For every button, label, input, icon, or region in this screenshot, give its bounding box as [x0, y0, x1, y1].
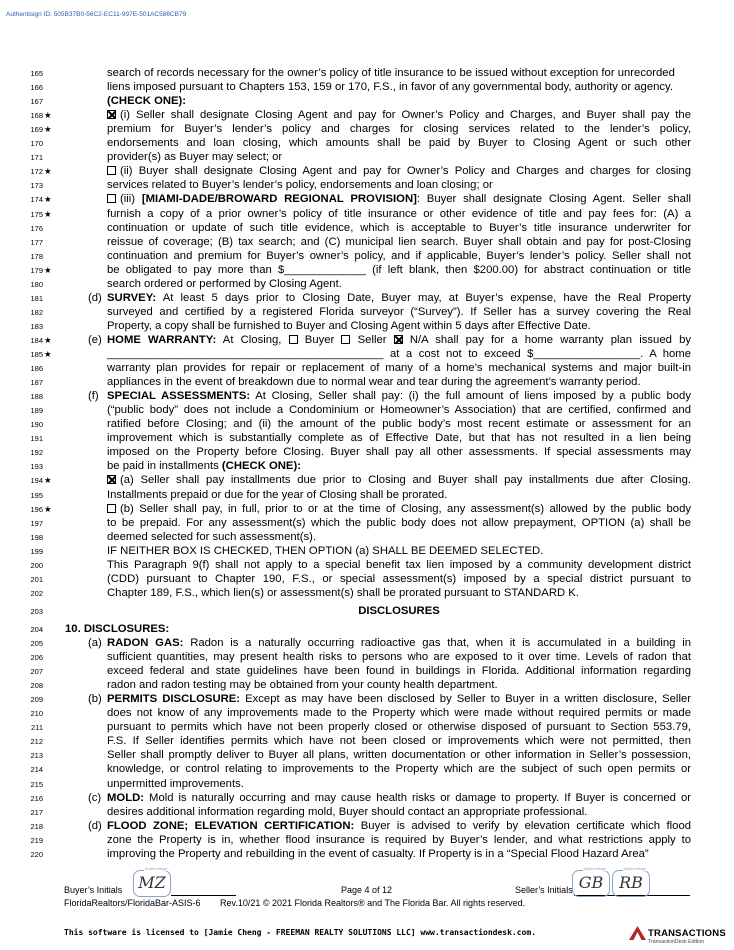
seller-initials-text-2: RB — [619, 873, 643, 892]
text-run: ratified before Closing; and (ii) the amount of the public body’s most recent estimate or assessment for an — [107, 418, 691, 431]
text-run: (ii) Buyer shall designate Closing Agent and pay for Owner’s Policy and Charges and charges for closing — [120, 165, 691, 178]
line-number: 205 — [30, 639, 43, 648]
line-number: 172 — [30, 167, 43, 177]
line-text — [107, 664, 691, 678]
doc-line-195 — [0, 488, 734, 502]
buyer-initials-label: Buyer’s Initials — [64, 885, 123, 895]
doc-line-168 — [0, 108, 734, 122]
text-run: provider(s) as Buyer may select; or — [107, 151, 283, 164]
doc-line-181 — [0, 291, 734, 305]
bold-heading: MOLD: — [107, 791, 145, 804]
line-text — [107, 791, 691, 805]
copyright: Rev.10/21 © 2021 Florida Realtors® and The Florida Bar. All rights reserved. — [220, 898, 526, 908]
doc-line-165 — [0, 66, 734, 80]
text-run: reissue of coverage; (B) tax search; and (C) municipal lien search. Buyer shall obtain and pay for post-Closing — [107, 235, 691, 248]
line-text — [65, 622, 649, 636]
line-text — [107, 178, 691, 192]
doc-line-178 — [0, 249, 734, 263]
line-text — [107, 361, 691, 375]
line-number: 165 — [30, 69, 43, 78]
line-text — [107, 94, 691, 108]
line-number: 192 — [30, 448, 43, 458]
line-number: 180 — [30, 279, 43, 289]
initials-tag: Authentisign — [624, 866, 647, 871]
line-number: 216 — [30, 793, 43, 803]
line-number: 218 — [30, 821, 43, 831]
line-number: 212 — [30, 737, 43, 747]
subsection-label: (b) — [88, 693, 102, 706]
seller-initials-text-1: GB — [578, 873, 604, 892]
line-text — [107, 762, 691, 776]
text-run: search of records necessary for the owner’s policy of title insurance to be issued without exception for unrecorded — [107, 67, 675, 79]
bold-heading: HOME WARRANTY: — [107, 333, 217, 346]
line-text — [107, 833, 691, 847]
text-run: imposed on the Property before Closing. Buyer shall pay all other assessments. If special assessments may — [107, 446, 691, 459]
line-number: 215 — [30, 779, 43, 789]
line-text — [107, 502, 691, 516]
line-text — [107, 720, 691, 734]
checkbox-unchecked[interactable] — [341, 335, 350, 344]
doc-line-185 — [0, 347, 734, 361]
line-number: 201 — [30, 574, 43, 584]
text-run: liens imposed pursuant to Chapters 153, 159 or 170, F.S., in favor of any governmental body, authority or agency. — [107, 81, 674, 94]
doc-line-191 — [0, 431, 734, 445]
text-run: pursuant to permits which have not been properly closed or otherwise disposed of pursuant to Section 553.79, — [107, 721, 691, 734]
doc-line-180 — [0, 277, 734, 291]
text-run: IF NEITHER BOX IS CHECKED, THEN OPTION (a) SHALL BE DEEMED SELECTED. — [107, 544, 544, 557]
text-run: sufficient quantities, may present health risks to persons who are exposed to it over time. Levels of radon that — [107, 651, 691, 664]
text-run: continuation and premium for Buyer’s owner’s policy, and if applicable, Buyer’s lender’s policy. Seller shall not — [107, 249, 691, 262]
text-run: Except as may have been disclosed by Seller to Buyer in a written disclosure, Seller — [240, 693, 691, 706]
line-text — [107, 459, 691, 473]
text-run: 10. DISCLOSURES: — [65, 622, 170, 635]
line-text — [107, 192, 691, 206]
required-star-icon: ★ — [44, 124, 52, 135]
line-text — [107, 389, 691, 403]
doc-line-209 — [0, 692, 734, 706]
text-run: search ordered or performed by Closing Agent. — [107, 277, 342, 290]
line-text — [107, 734, 691, 748]
text-run: be paid in installments — [107, 460, 222, 473]
line-text — [107, 516, 691, 530]
doc-line-217 — [0, 805, 734, 819]
line-text — [107, 819, 691, 833]
line-text — [107, 249, 691, 263]
doc-line-213 — [0, 748, 734, 762]
line-number: 184 — [30, 335, 43, 345]
transactions-logo-icon — [629, 926, 646, 943]
line-number: 186 — [30, 364, 43, 374]
line-text — [107, 692, 691, 706]
line-text — [107, 847, 691, 861]
text-run: deemed selected for such assessment(s). — [107, 530, 317, 543]
text-run: furnish a copy of a prior owner’s policy of title insurance or other evidence of title and pay fees for: (A) a — [107, 207, 691, 220]
line-number: 173 — [30, 181, 43, 191]
doc-line-167 — [0, 94, 734, 108]
line-text — [107, 586, 691, 600]
line-text — [107, 277, 691, 291]
doc-line-166 — [0, 80, 734, 94]
subsection-label: (d) — [88, 819, 102, 832]
text-run: exceed federal and state guidelines have been found in buildings in Florida. Additional information regarding — [107, 665, 691, 678]
line-text — [107, 706, 691, 720]
line-number: 170 — [30, 139, 43, 149]
text-run: F.S. If Seller identifies permits which have not been closed or improvements which were not permitted, then — [107, 735, 691, 748]
doc-line-212 — [0, 734, 734, 748]
line-text — [107, 636, 691, 650]
checkbox-checked[interactable] — [107, 110, 116, 119]
doc-line-170 — [0, 136, 734, 150]
doc-line-188 — [0, 389, 734, 403]
line-text — [107, 347, 691, 361]
doc-line-201 — [0, 572, 734, 586]
text-run: surveyed and certified by a registered Florida surveyor (“Survey”). If Seller has a survey covering the Real — [107, 305, 691, 318]
text-run: warranty plan provides for repair or replacement of many of a home’s mechanical systems and major built-in — [107, 362, 691, 375]
text-run: premium for Buyer’s lender’s policy and charges for closing services related to the lender’s policy, — [107, 123, 691, 136]
bold-heading: SURVEY: — [107, 291, 157, 304]
line-number: 207 — [30, 667, 43, 677]
line-number: 171 — [30, 153, 43, 163]
text-run: This Paragraph 9(f) shall not apply to a special benefit tax lien imposed by a community development district — [107, 558, 691, 571]
subsection-label: (f) — [88, 390, 99, 403]
authentisign-id: Authentisign ID: 505B37B0-56C2-EC11-997E-501AC586CB79 — [6, 11, 187, 18]
doc-line-197 — [0, 516, 734, 530]
line-number: 213 — [30, 751, 43, 761]
line-number: 182 — [30, 307, 43, 317]
line-text — [107, 333, 691, 347]
brand-name: TRANSACTIONS — [648, 928, 726, 939]
bold-heading: PERMITS DISCLOSURE: — [107, 693, 241, 706]
line-number: 187 — [30, 378, 43, 388]
text-run: does not know of any improvements made to the Property which were made without required permits or made — [107, 707, 691, 720]
line-text — [107, 417, 691, 431]
text-run: zone the Property is in, whether flood insurance is required by Buyer’s lender, and what restrictions apply to — [107, 833, 691, 846]
doc-line-174 — [0, 192, 734, 206]
required-star-icon: ★ — [44, 208, 52, 219]
initials-tag: Authentisign — [145, 866, 168, 871]
doc-line-176 — [0, 221, 734, 235]
text-run: services related to Buyer’s lender’s policy, endorsements and loan closing; or — [107, 179, 493, 192]
text-run: (i) Seller shall designate Closing Agent and pay for Owner’s Policy and Charges, and Buyer shall pay the — [120, 109, 691, 122]
text-run: to be prepaid. For any assessment(s) which the public body does not allow prepayment, OPTION (a) shall be — [107, 516, 691, 529]
text-run: knowledge, or control relating to improvements to the Property which are the subject of such open permits or — [107, 763, 691, 776]
doc-line-204 — [0, 622, 734, 636]
doc-line-190 — [0, 417, 734, 431]
line-text — [107, 678, 691, 692]
line-number: 183 — [30, 321, 43, 331]
line-number: 168 — [30, 111, 43, 121]
required-star-icon: ★ — [44, 349, 52, 359]
doc-line-216 — [0, 791, 734, 805]
line-text — [107, 66, 691, 80]
subsection-label: (c) — [88, 791, 102, 804]
initials-tag: Authentisign — [584, 866, 607, 871]
license-notice: This software is licensed to [Jamie Cheng - FREEMAN REALTY SOLUTIONS LLC] www.transactiondesk.com. — [64, 928, 537, 937]
doc-line-187 — [0, 375, 734, 389]
doc-line-210 — [0, 706, 734, 720]
line-text — [107, 80, 691, 94]
doc-line-200 — [0, 558, 734, 572]
text-run: (a) Seller shall pay installments due prior to Closing and Buyer shall pay installments due after Closing. — [120, 474, 691, 487]
doc-line-175 — [0, 207, 734, 221]
seller-initials-signature-2[interactable] — [612, 866, 650, 897]
seller-initials-label: Seller’s Initials — [515, 885, 573, 895]
page-number: Page 4 of 12 — [341, 885, 393, 895]
checkbox-unchecked[interactable] — [107, 166, 116, 175]
line-number: 217 — [30, 807, 43, 817]
line-text — [107, 558, 691, 572]
line-text — [107, 291, 691, 305]
line-text — [107, 375, 691, 389]
buyer-initials-line-2 — [183, 895, 236, 896]
line-number: 166 — [30, 83, 43, 93]
line-text — [107, 530, 691, 544]
doc-line-205 — [0, 636, 734, 650]
text-run: (iii) — [120, 193, 142, 206]
text-run: (CDD) pursuant to Chapter 190, F.S., or special assessment(s) imposed by a special district pursuant to — [107, 572, 691, 585]
doc-line-186 — [0, 361, 734, 375]
text-run: (b) Seller shall pay, in full, prior to or at the time of Closing, any assessment(s) allowed by the public body — [120, 502, 691, 515]
required-star-icon: ★ — [44, 334, 52, 345]
line-number: 181 — [30, 293, 43, 303]
line-number: 214 — [30, 765, 43, 775]
buyer-initials-text: MZ — [138, 873, 166, 892]
line-number: 174 — [30, 195, 43, 205]
text-run: Buyer is advised to verify by elevation certificate which flood — [354, 819, 692, 832]
line-number: 219 — [30, 835, 43, 845]
required-star-icon: ★ — [44, 264, 52, 275]
checkbox-checked[interactable] — [107, 475, 116, 484]
line-number: 220 — [30, 849, 43, 859]
buyer-initials-signature[interactable] — [133, 866, 171, 897]
text-run: improving the Property and rebuilding in the event of casualty. If Property is in a “Special Flood Hazard Area” — [107, 847, 649, 860]
doc-line-219 — [0, 833, 734, 847]
doc-line-196 — [0, 502, 734, 516]
line-number: 177 — [30, 237, 43, 247]
required-star-icon: ★ — [44, 503, 52, 514]
line-text — [107, 136, 691, 150]
required-star-icon: ★ — [44, 166, 52, 177]
line-text — [107, 207, 691, 221]
checkbox-unchecked[interactable] — [289, 335, 298, 344]
line-number: 206 — [30, 653, 43, 663]
text-run: At Closing, Buyer Seller N/A shall pay for a home warranty plan issued by — [216, 333, 691, 346]
text-run: improvement which is substantially complete as of Effective Date, but that has not resulted in a lien being — [107, 432, 691, 445]
line-number: 196 — [30, 504, 43, 514]
doc-line-211 — [0, 720, 734, 734]
line-number: 194 — [30, 476, 43, 486]
line-text — [107, 305, 691, 319]
bold-heading: SPECIAL ASSESSMENTS: — [107, 390, 251, 403]
text-run: Chapter 189, F.S., which lien(s) or assessment(s) shall be prorated pursuant to STANDARD K. — [107, 586, 579, 599]
doc-line-208 — [0, 678, 734, 692]
line-text — [107, 445, 691, 459]
subsection-label: (a) — [88, 637, 102, 649]
line-number: 189 — [30, 406, 43, 416]
form-id: FloridaRealtors/FloridaBar-ASIS-6 — [64, 898, 201, 908]
line-text — [107, 221, 691, 235]
doc-line-189 — [0, 403, 734, 417]
bold-heading: (CHECK ONE): — [221, 460, 301, 473]
line-number: 188 — [30, 392, 43, 402]
line-number: 204 — [30, 624, 43, 634]
line-number: 211 — [31, 723, 43, 733]
line-number: 208 — [30, 681, 43, 691]
text-run: endorsements and loan closing, which amounts shall be paid by Buyer to Closing Agent or such other — [107, 137, 691, 150]
line-text — [107, 777, 691, 791]
doc-line-206 — [0, 650, 734, 664]
text-run: desires additional information regarding mold, Buyer should contact an appropriate professional. — [107, 805, 588, 818]
doc-line-207 — [0, 664, 734, 678]
text-run: Installments prepaid or due for the year of Closing shall be prorated. — [107, 488, 448, 501]
doc-line-220 — [0, 847, 734, 861]
line-number: 191 — [30, 434, 43, 444]
line-number: 169 — [30, 125, 43, 135]
doc-line-179 — [0, 263, 734, 277]
line-number: 200 — [30, 560, 43, 570]
checkbox-unchecked[interactable] — [107, 504, 116, 513]
line-text — [107, 544, 691, 558]
line-number: 203 — [30, 606, 43, 616]
doc-line-193 — [0, 459, 734, 473]
line-text — [107, 748, 691, 762]
text-run: Property, a copy shall be furnished to Buyer and Closing Agent within 5 days after Effective Date. — [107, 319, 591, 332]
doc-line-215 — [0, 777, 734, 791]
text-run: : Buyer shall designate Closing Agent. Seller shall — [416, 193, 691, 206]
line-number: 178 — [30, 251, 43, 261]
doc-line-184 — [0, 333, 734, 347]
line-number: 197 — [30, 518, 43, 528]
line-text — [107, 263, 691, 277]
doc-line-203 — [0, 604, 734, 618]
line-number: 167 — [30, 97, 43, 107]
text-run: continuation or update of such title evidence, which is acceptable to Buyer’s title insurance underwriter for — [107, 221, 691, 234]
line-text — [107, 473, 691, 487]
line-number: 175 — [30, 209, 43, 219]
line-number: 185 — [30, 350, 43, 359]
subsection-label: (d) — [88, 291, 102, 304]
checkbox-checked[interactable] — [394, 335, 403, 344]
text-run: At Closing, Seller shall pay: (i) the full amount of liens imposed by a public body — [250, 390, 691, 403]
doc-line-199 — [0, 544, 734, 558]
doc-line-173 — [0, 178, 734, 192]
line-number: 179 — [30, 265, 43, 275]
line-number: 210 — [30, 709, 43, 719]
text-run: Radon is a naturally occurring radioactive gas that, when it is accumulated in a building in — [183, 637, 691, 649]
line-text — [107, 403, 691, 417]
doc-line-198 — [0, 530, 734, 544]
doc-line-182 — [0, 305, 734, 319]
line-text — [107, 650, 691, 664]
required-star-icon: ★ — [44, 475, 52, 486]
doc-line-169 — [0, 122, 734, 136]
doc-line-172 — [0, 164, 734, 178]
line-text — [107, 431, 691, 445]
doc-line-194 — [0, 473, 734, 487]
line-text — [107, 108, 691, 122]
checkbox-unchecked[interactable] — [107, 194, 116, 203]
bold-heading: FLOOD ZONE; ELEVATION CERTIFICATION: — [107, 819, 355, 832]
text-run: appliances in the event of breakdown due to normal wear and tear during the agreement’s warranty period. — [107, 376, 641, 389]
text-run: (CHECK ONE): — [107, 95, 187, 108]
doc-line-192 — [0, 445, 734, 459]
doc-line-183 — [0, 319, 734, 333]
line-text — [107, 235, 691, 249]
bold-heading: [MIAMI-DADE/BROWARD REGIONAL PROVISION] — [141, 193, 417, 206]
text-run: radon and radon testing may be obtained from your county health department. — [107, 679, 498, 692]
doc-line-218 — [0, 819, 734, 833]
line-number: 209 — [30, 695, 43, 705]
text-run: At least 5 days prior to Closing Date, Buyer may, at Buyer’s expense, have the Real Property — [156, 291, 691, 304]
line-number: 198 — [30, 532, 43, 542]
seller-initials-signature-1[interactable] — [572, 866, 610, 897]
text-run: (“public body” does not include a Condominium or Homeowner’s Association) that are certified, confirmed and — [107, 404, 691, 417]
bold-heading: RADON GAS: — [107, 637, 184, 649]
line-text — [107, 122, 691, 136]
line-text — [107, 805, 691, 819]
text-run: be obligated to pay more than $_____________ (if left blank, then $200.00) for abstract continuation or title — [107, 263, 691, 276]
text-run: ____________________________________________ at a cost not to exceed $_________________. A home — [107, 348, 691, 360]
line-text — [107, 572, 691, 586]
required-star-icon: ★ — [44, 110, 52, 121]
text-run: unpermitted improvements. — [107, 777, 244, 790]
line-number: 195 — [30, 490, 43, 500]
line-text — [107, 150, 691, 164]
required-star-icon: ★ — [44, 194, 52, 205]
subsection-label: (e) — [88, 333, 102, 346]
line-number: 202 — [30, 588, 43, 598]
line-number: 176 — [30, 223, 43, 233]
line-number: 190 — [30, 420, 43, 430]
line-text — [107, 164, 691, 178]
doc-line-202 — [0, 586, 734, 600]
doc-line-177 — [0, 235, 734, 249]
text-run: Mold is naturally occurring and may cause health risks or damage to property. If Buyer is concerned or — [144, 791, 691, 804]
line-text — [107, 488, 691, 502]
brand-subtitle: TransactionDesk Edition — [648, 939, 705, 945]
line-number: 199 — [30, 546, 43, 556]
text-run: Seller shall promptly deliver to Buyer all plans, written documentation or other information in Seller’s possession, — [107, 749, 691, 762]
line-text — [107, 319, 691, 333]
section-heading: DISCLOSURES — [358, 604, 440, 617]
doc-line-214 — [0, 762, 734, 776]
doc-line-171 — [0, 150, 734, 164]
line-number: 193 — [30, 462, 43, 472]
